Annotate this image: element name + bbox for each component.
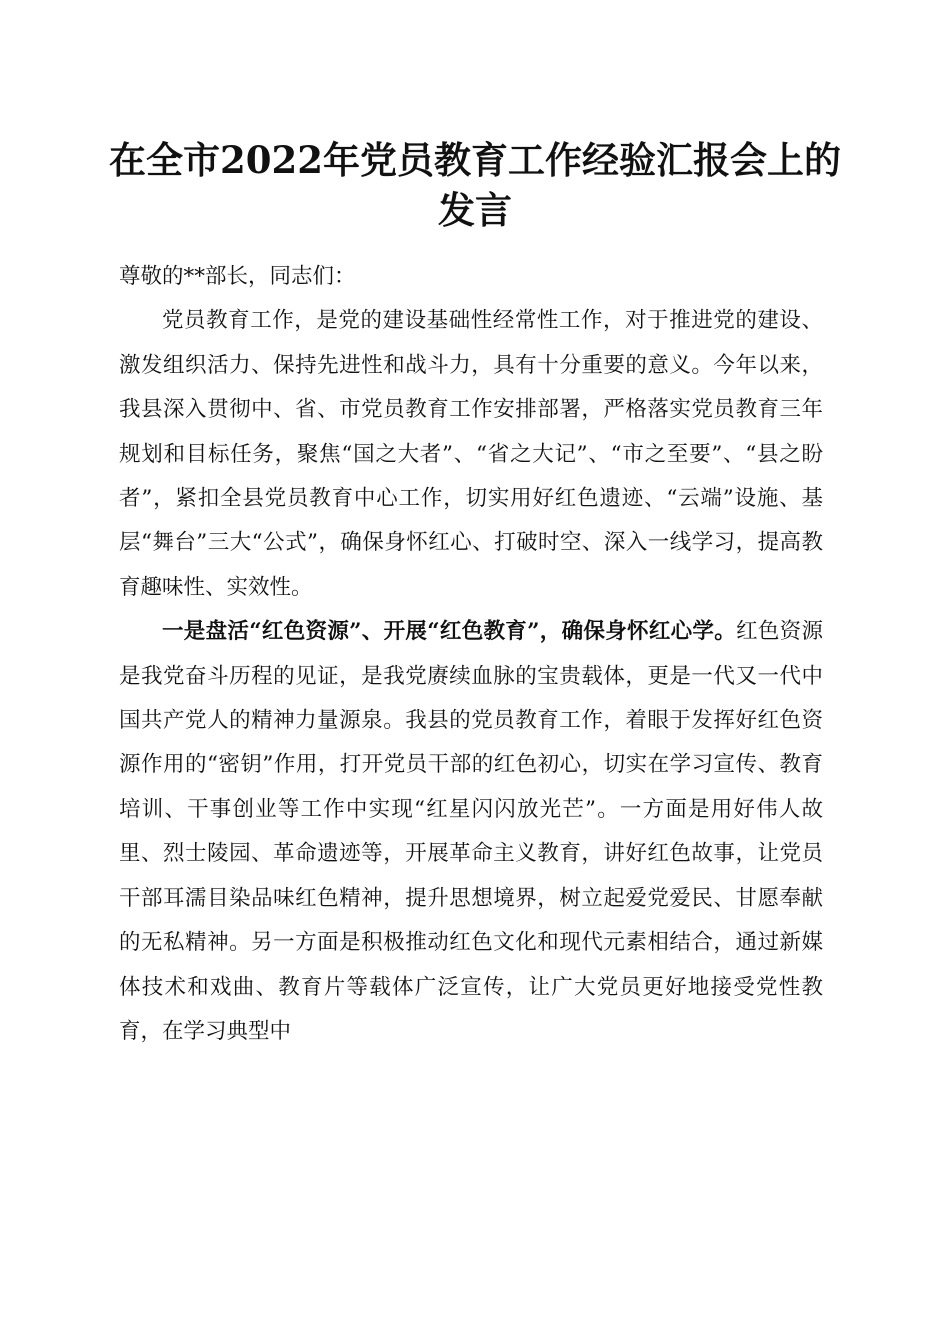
document-title: 在全市2022年党员教育工作经验汇报会上的发言 [109, 138, 841, 232]
paragraph-intro: 党员教育工作，是党的建设基础性经常性工作，对于推进党的建设、激发组织活力、保持先进性和战斗力，具有十分重要的意义。今年以来，我县深入贯彻中、省、市党员教育工作安排部署，严格落实党员教育三年规划和目标任务，聚焦“国之大者”、“省之大记”、“市之至要”、“县之盼者”，紧扣全县党员教育中心工作，切实用好红色遗迹、“云端”设施、基层“舞台”三大“公式”，确保身怀红心、打破时空、深入一线学习，提高教育趣味性、实效性。 [119, 308, 823, 600]
document-body [119, 255, 823, 1054]
section-1-body: 红色资源是我党奋斗历程的见证，是我党赓续血脉的宝贵载体，更是一代又一代中国共产党人的精神力量源泉。我县的党员教育工作，着眼于发挥好红色资源作用的“密钥”作用，打开党员干部的红色初心，切实在学习宣传、教育培训、干事创业等工作中实现“红星闪闪放光芒”。一方面是用好伟人故里、烈士陵园、革命遗迹等，开展革命主义教育，讲好红色故事，让党员干部耳濡目染品味红色精神，提升思想境界，树立起爱党爱民、甘愿奉献的无私精神。另一方面是积极推动红色文化和现代元素相结合，通过新媒体技术和戏曲、教育片等载体广泛宣传，让广大党员更好地接受党性教育，在学习典型中 [119, 619, 823, 1044]
section-1-heading: 一是盘活“红色资源”、开展“红色教育”，确保身怀红心学。 [162, 619, 737, 645]
paragraph-section-1 [119, 610, 823, 1054]
salutation: 尊敬的**部长，同志们： [119, 264, 356, 289]
